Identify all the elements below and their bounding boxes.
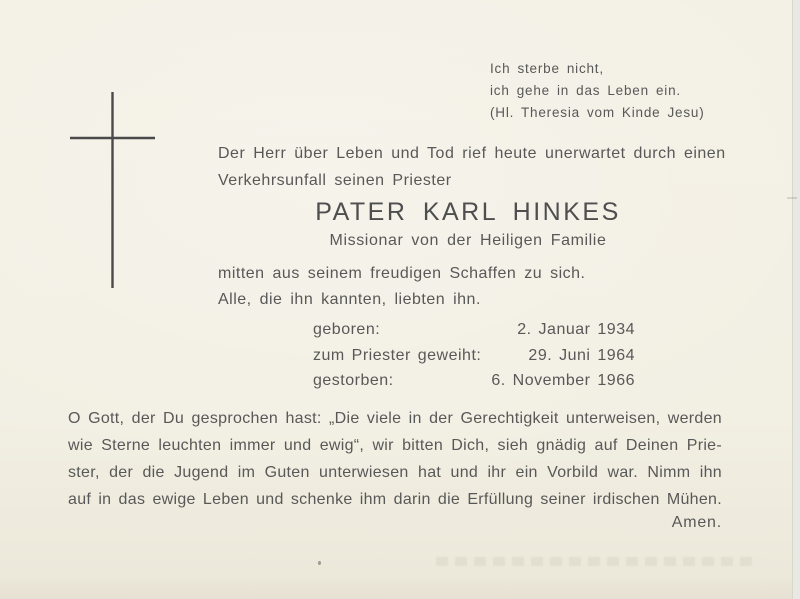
deceased-subtitle: Missionar von der Heiligen Familie	[329, 232, 607, 249]
announcement-line-1: Der Herr über Leben und Tod rief heute unerwartet durch einen	[218, 145, 726, 162]
deceased-name: PATER KARL HINKES	[315, 198, 621, 226]
epigraph-attribution: (Hl. Theresia vom Kinde Jesu)	[490, 105, 705, 120]
epigraph-line-1: Ich sterbe nicht,	[490, 61, 604, 76]
epigraph-line-2: ich gehe in das Leben ein.	[490, 83, 681, 98]
printer-imprint-showthrough	[436, 557, 758, 566]
life-dates	[313, 317, 635, 394]
deceased-block	[218, 197, 718, 253]
prayer-line-1: O Gott, der Du gesprochen hast: „Die viele in der Gerechtigkeit unterweisen, werden	[68, 410, 722, 427]
epigraph	[490, 58, 705, 124]
prayer-line-3: ster, der die Jugend im Guten unterwiesen hat und ihr ein Vorbild war. Nimm ihn	[68, 464, 722, 481]
date-row-ordained	[313, 343, 635, 369]
announcement-continuation	[218, 261, 738, 312]
ink-dot	[318, 561, 321, 565]
prayer-line-2: wie Sterne leuchten immer und ewig“, wir bitten Dich, sieh gnädig auf Deinen Prie-	[68, 437, 722, 454]
announcement-line-2: Verkehrsunfall seinen Priester	[218, 172, 452, 189]
latin-cross-icon	[60, 85, 160, 295]
continuation-line-2: Alle, die ihn kannten, liebten ihn.	[218, 290, 481, 308]
date-label: zum Priester geweiht:	[313, 346, 482, 364]
edge-scratch	[787, 197, 797, 199]
continuation-line-1: mitten aus seinem freudigen Schaffen zu sich.	[218, 265, 586, 282]
prayer-line-4: auf in das ewige Leben und schenke ihm darin die Erfüllung seiner irdischen Mühen.	[68, 491, 722, 508]
date-row-born	[313, 317, 635, 343]
date-label: gestorben:	[313, 372, 394, 389]
date-value: 6. November 1966	[491, 372, 635, 389]
announcement	[218, 140, 738, 194]
date-value: 29. Juni 1964	[528, 346, 635, 364]
date-label: geboren:	[313, 321, 381, 338]
date-value: 2. Januar 1934	[517, 321, 635, 338]
prayer	[68, 405, 722, 513]
date-row-died	[313, 368, 635, 394]
card-edge	[792, 0, 800, 599]
prayer-amen: Amen.	[671, 514, 722, 531]
